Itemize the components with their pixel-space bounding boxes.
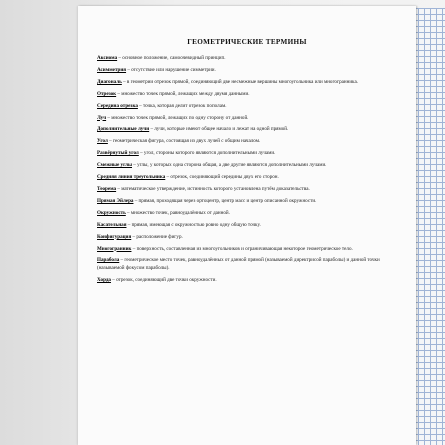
term-definition: в геометрии отрезок прямой, соединяющий две несмежные вершины многоугольника или многогранника. <box>126 78 358 85</box>
term-name: Многогранник <box>97 245 132 252</box>
term-name: Конфигурация <box>97 233 132 240</box>
term-separator: – <box>106 114 112 121</box>
term-entry <box>97 198 397 205</box>
term-name: Касательная <box>97 221 127 228</box>
term-separator: – <box>116 185 122 192</box>
reference-content <box>97 38 397 289</box>
term-name: Луч <box>97 114 107 121</box>
term-name: Хорда <box>97 276 111 283</box>
term-definition: множество точек, равноудалённых от данной. <box>130 209 230 216</box>
term-separator: – <box>119 257 125 264</box>
term-definition: основное положение, самоочевидный принцип. <box>122 55 226 61</box>
term-definition: поверхность, составленная из многоугольников и ограничивающая некоторое геометрическое тело. <box>136 245 353 252</box>
term-separator: – <box>132 162 138 169</box>
term-separator: – <box>116 90 122 97</box>
term-entry <box>97 162 397 169</box>
term-separator: – <box>165 174 171 181</box>
terms-list <box>97 55 397 284</box>
term-definition: математическое утверждение, истинность которого установлена путём доказательства. <box>121 185 310 192</box>
term-definition: прямая, имеющая с окружностью ровно одну общую точку. <box>131 221 261 228</box>
term-name: Теорема <box>97 185 117 192</box>
term-entry <box>97 67 397 74</box>
term-definition: точка, которая делит отрезок пополам. <box>142 102 227 109</box>
term-separator: – <box>107 138 113 145</box>
term-definition: геометрическая фигура, состоящая из двух лучей с общим началом. <box>112 138 261 145</box>
term-entry <box>97 150 397 157</box>
term-definition: отсутствие или нарушение симметрии. <box>131 66 216 73</box>
term-definition: угол, стороны которого являются дополнительными лучами. <box>143 150 276 157</box>
term-definition: расположение фигур. <box>136 233 183 240</box>
term-definition: углы, у которых одна сторона общая, а две другие являются дополнительными лучами. <box>137 162 327 169</box>
term-separator: – <box>133 197 139 204</box>
term-separator: – <box>110 276 117 283</box>
term-separator: – <box>131 233 137 240</box>
term-name: Прямая Эйлера <box>97 197 134 204</box>
term-name: Отрезок <box>97 90 117 97</box>
term-name: Угол <box>97 138 108 145</box>
term-separator: – <box>125 209 131 216</box>
term-entry <box>97 186 397 193</box>
term-definition: отрезок, соединяющий две точки окружности. <box>116 276 217 283</box>
term-definition: геометрическое место точек, равноудалённых от данной прямой (называемой директрисой параболы) и данной точки (называемой фокусом параболы). <box>97 257 380 271</box>
term-name: Аксиома <box>97 55 118 61</box>
term-entry <box>97 103 397 110</box>
term-name: Асимметрия <box>97 66 127 73</box>
term-separator: – <box>131 245 137 252</box>
term-entry <box>97 115 397 122</box>
term-name: Развёрнутый угол <box>97 150 139 157</box>
term-entry <box>97 174 397 181</box>
term-entry <box>97 91 397 98</box>
term-name: Дополнительные лучи <box>97 126 150 133</box>
term-separator: – <box>126 66 132 73</box>
term-separator: – <box>138 150 144 157</box>
term-name: Парабола <box>97 257 120 264</box>
term-entry <box>97 138 397 145</box>
term-definition: множество точек прямой, лежащих между двумя данными. <box>121 90 250 97</box>
term-entry <box>97 55 397 62</box>
term-entry <box>97 257 397 272</box>
term-name: Окружность <box>97 209 126 216</box>
term-definition: прямая, проходящая через ортоцентр, центр масс и центр описанной окружности. <box>138 197 317 204</box>
term-definition: множество точек прямой, лежащих по одну сторону от данной. <box>111 114 249 121</box>
term-entry <box>97 126 397 133</box>
term-name: Диагональ <box>97 78 122 85</box>
term-separator: – <box>149 126 155 133</box>
term-entry <box>97 234 397 241</box>
term-name: Средняя линия треугольника <box>97 174 166 181</box>
term-separator: – <box>137 102 143 109</box>
term-separator: – <box>121 78 127 85</box>
term-entry <box>97 222 397 229</box>
term-entry <box>97 210 397 217</box>
graph-paper-page <box>412 8 445 445</box>
term-name: Смежные углы <box>97 162 132 169</box>
term-name: Середина отрезка <box>97 102 138 109</box>
term-entry <box>97 277 397 284</box>
term-separator: – <box>117 55 123 61</box>
term-definition: лучи, которые имеют общее начало и лежат на одной прямой. <box>154 126 289 133</box>
term-separator: – <box>126 221 132 228</box>
term-definition: отрезок, соединяющий середины двух его сторон. <box>170 174 279 181</box>
term-entry <box>97 79 397 86</box>
term-entry <box>97 246 397 253</box>
document-title: ГЕОМЕТРИЧЕСКИЕ ТЕРМИНЫ <box>187 38 307 46</box>
